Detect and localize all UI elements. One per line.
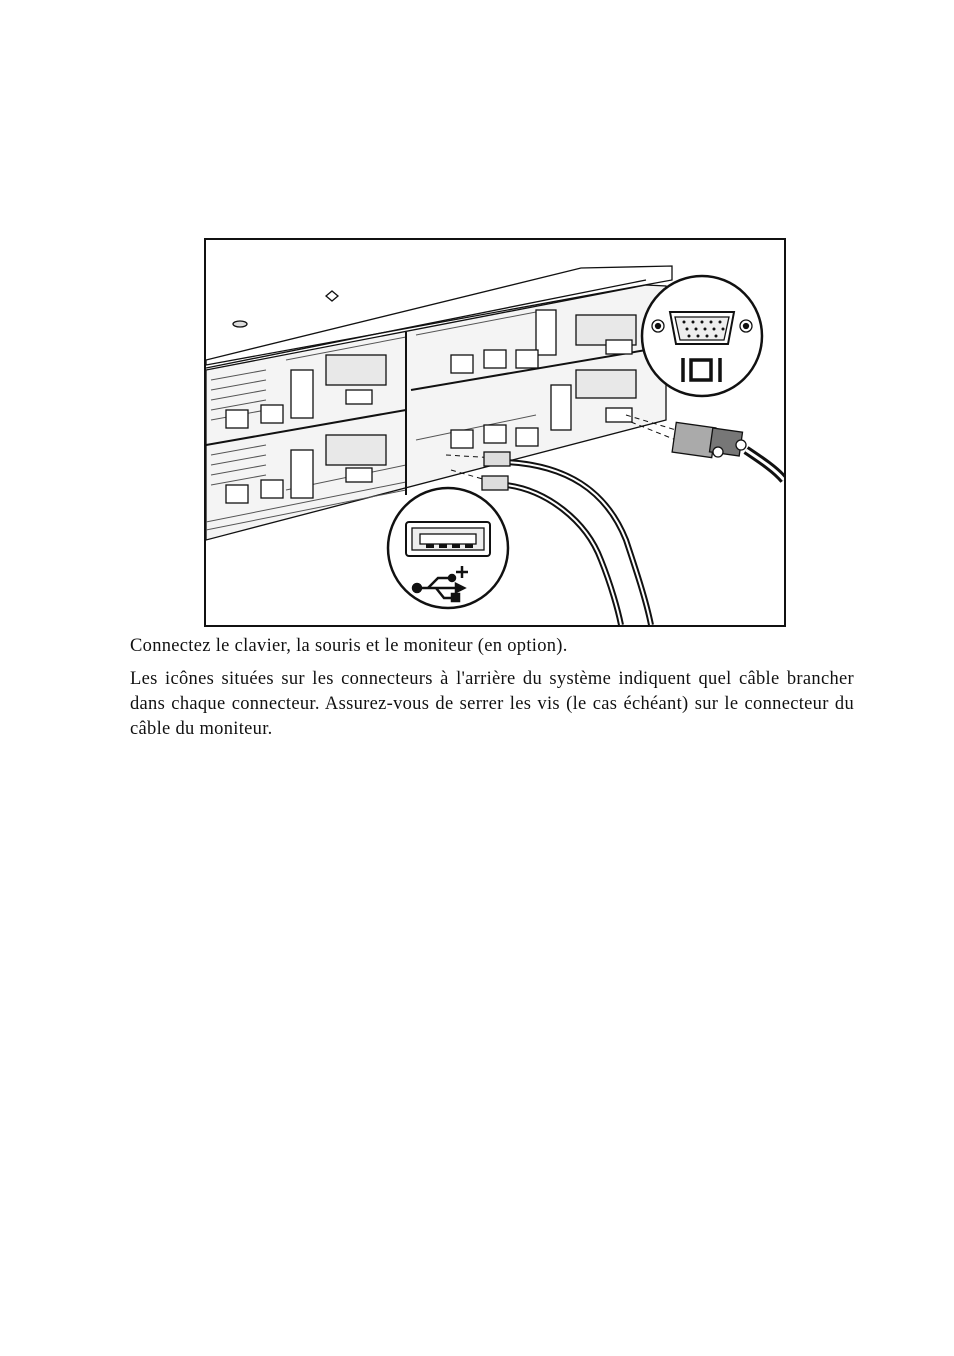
instructions-paragraph: Les icônes situées sur les connecteurs à l'arrière du système indiquent quel câble brancher dans chaque connecteur. Assurez-vous de serrer les vis (le cas échéant) sur le connecteur du câble du moniteur.	[130, 669, 854, 739]
vga-cable	[672, 422, 784, 480]
figure-caption: Connectez le clavier, la souris et le moniteur (en option).	[130, 636, 568, 656]
vga-callout	[642, 276, 762, 396]
connection-illustration	[204, 238, 786, 627]
usb-callout	[388, 488, 508, 608]
